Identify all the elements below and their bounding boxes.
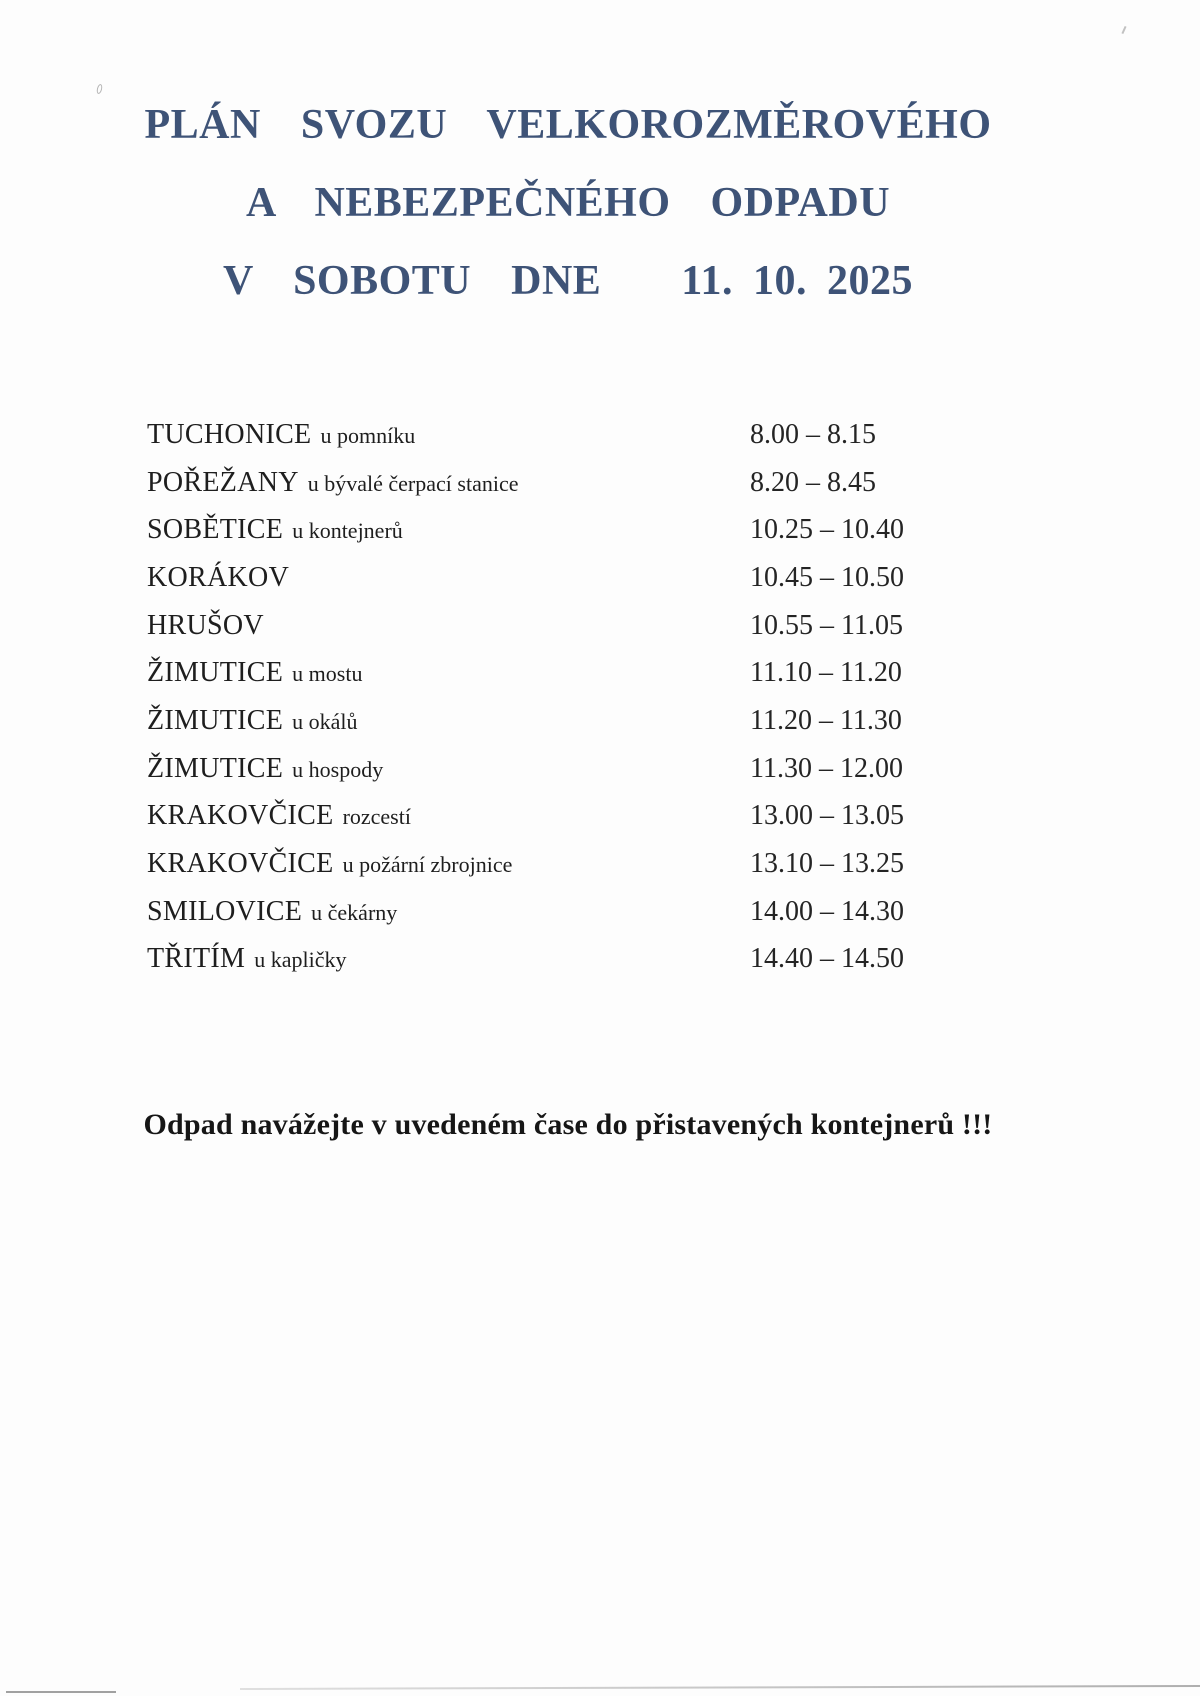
schedule-row [147,554,1200,602]
place-name: ŽIMUTICE [147,704,284,736]
schedule-row [147,745,1200,793]
place-detail: u požární zbrojnice [342,852,513,878]
place-name: TŘITÍM [147,943,246,975]
stop-location [147,753,750,785]
stop-location [147,467,750,499]
place-name: KRAKOVČICE [147,800,334,832]
stop-location [147,419,750,451]
scan-edge-artifact [240,1685,1200,1690]
schedule-row [147,411,1200,459]
place-name: KORÁKOV [147,561,290,593]
schedule-row [147,459,1200,507]
document-title [0,86,1136,320]
stop-location [147,705,750,737]
time-range: 8.00 – 8.15 [750,418,876,450]
stop-location [147,943,750,975]
place-name: ŽIMUTICE [147,752,284,784]
place-name: SOBĚTICE [147,514,284,546]
schedule-row [147,936,1200,984]
time-range: 14.00 – 14.30 [750,895,904,927]
title-line-2: A NEBEZPEČNÉHO ODPADU [245,180,891,226]
schedule-row [147,888,1200,936]
place-detail: u pomníku [320,422,416,448]
schedule-list [0,411,1200,983]
stop-location [147,562,750,594]
place-detail: u kontejnerů [292,518,403,544]
place-name: SMILOVICE [147,895,303,927]
time-range: 10.55 – 11.05 [750,609,903,641]
time-range: 13.00 – 13.05 [750,800,904,832]
time-range: 14.40 – 14.50 [750,943,904,975]
place-name: KRAKOVČICE [147,848,334,880]
time-range: 11.10 – 11.20 [750,657,902,689]
stop-location [147,610,750,642]
stop-location [147,514,750,546]
title-line-3: V SOBOTU DNE 11. 10. 2025 [223,258,913,304]
scan-edge-artifact [6,1691,116,1693]
schedule-row [147,602,1200,650]
time-range: 11.30 – 12.00 [750,752,903,784]
schedule-row [147,793,1200,841]
place-detail: u bývalé čerpací stanice [307,470,519,496]
time-range: 8.20 – 8.45 [750,466,876,498]
scan-speck [1121,26,1126,34]
place-detail: u čekárny [311,899,398,925]
place-detail: u hospody [292,756,384,782]
place-detail: u okálů [292,708,358,734]
place-name: ŽIMUTICE [147,657,284,689]
stop-location [147,657,750,689]
stop-location [147,848,750,880]
place-name: HRUŠOV [147,609,264,641]
place-name: TUCHONICE [147,418,312,450]
time-range: 13.10 – 13.25 [750,848,904,880]
place-detail: u mostu [292,661,363,687]
place-detail: rozcestí [342,804,411,830]
time-range: 10.45 – 10.50 [750,561,904,593]
schedule-row [147,840,1200,888]
footer-note: Odpad navážejte v uvedeném čase do přistavených kontejnerů !!! [143,1108,993,1142]
schedule-row [147,697,1200,745]
time-range: 11.20 – 11.30 [750,704,902,736]
place-detail: u kapličky [254,947,347,973]
place-name: POŘEŽANY [147,466,299,498]
schedule-row [147,506,1200,554]
schedule-row [147,649,1200,697]
title-line-1: PLÁN SVOZU VELKOROZMĚROVÉHO [144,102,992,148]
time-range: 10.25 – 10.40 [750,514,904,546]
stop-location [147,800,750,832]
stop-location [147,896,750,928]
